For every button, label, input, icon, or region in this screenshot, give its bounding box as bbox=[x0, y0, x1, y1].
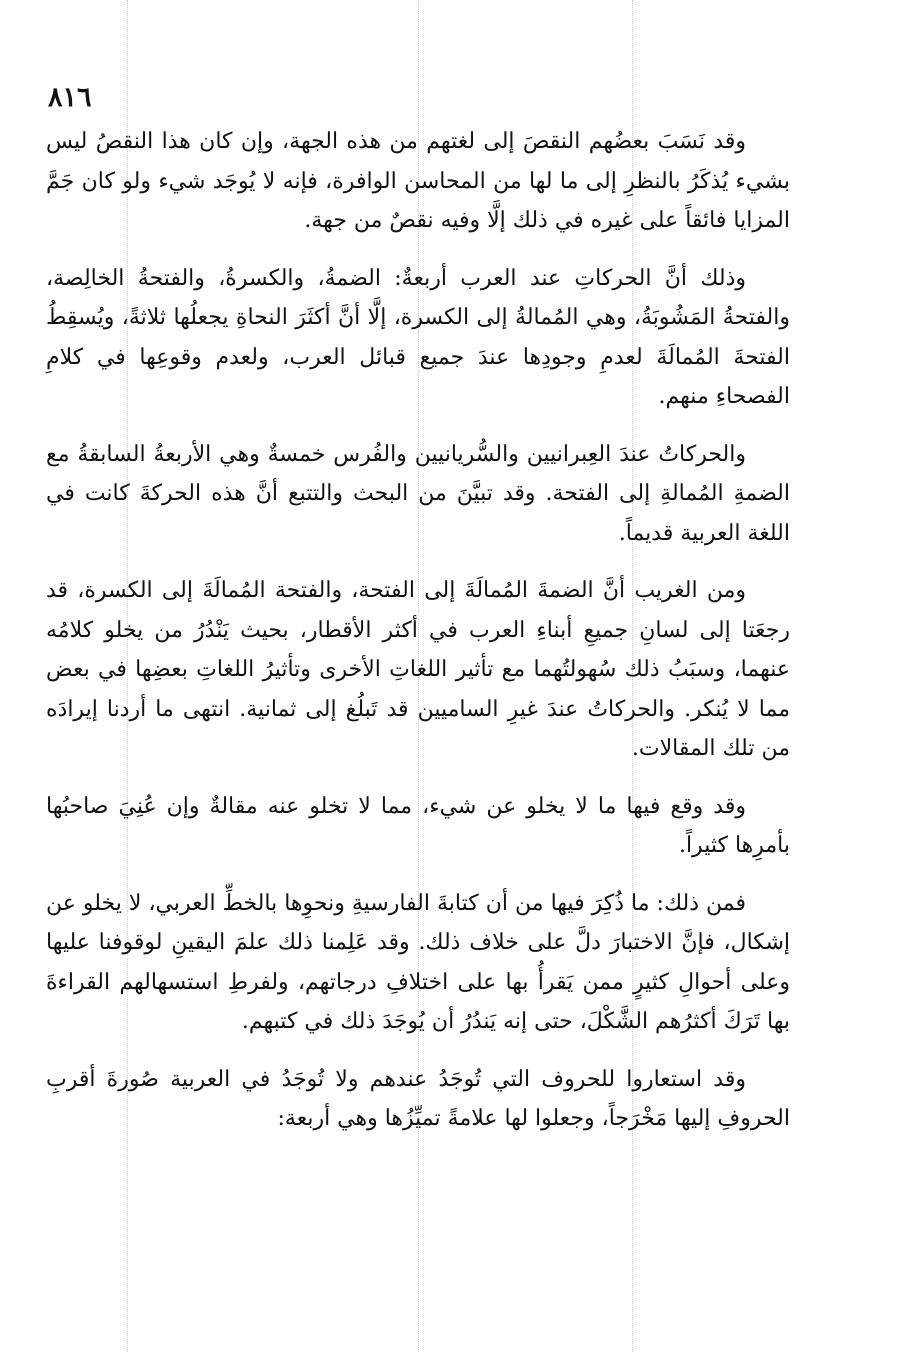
page-body bbox=[46, 122, 790, 1139]
paragraph: وقد استعاروا للحروف التي تُوجَدُ عندهم ولا تُوجَدُ في العربية صُورةَ أقربِ الحروفِ إليها مَخْرَجاً، وجعلوا لها علامةً تميِّزُها وهي أربعة: bbox=[46, 1066, 790, 1131]
paragraph: وذلك أنَّ الحركاتِ عند العرب أربعةٌ: الضمةُ، والكسرةُ، والفتحةُ الخالِصة، والفتحةُ المَشُوبَةُ، وهي المُمالةُ إلى الكسرة، إلَّا أنَّ أكثَرَ النحاةِ يجعلُها ثلاثةً، ويُسقِطُ الفتحةَ المُمالَةَ لعدمِ وجودِها عندَ جميع قبائل العرب، ولعدم وقوعِها في كلامِ الفصحاءِ منهم. bbox=[46, 265, 790, 409]
paragraph: والحركاتُ عندَ العِبرانيين والسُّريانيين والفُرس خمسةٌ وهي الأربعةُ السابقةُ مع الضمةِ المُمالةِ إلى الفتحة. وقد تبيَّنَ من البحث والتتبع أنَّ هذه الحركةَ كانت في اللغة العربية قديماً. bbox=[46, 441, 790, 546]
paragraph: وقد نَسَبَ بعضُهم النقصَ إلى لغتهم من هذه الجهة، وإن كان هذا النقصُ ليس بشيء يُذكَرُ بالنظرِ إلى ما لها من المحاسن الوافرة، فإنه لا يُوجَد شيء ولو كان جَمَّ المزايا فائقاً على غيره في ذلك إلَّا وفيه نقصٌ من جهة. bbox=[46, 129, 790, 233]
paragraph: ومن الغريب أنَّ الضمةَ المُمالَةَ إلى الفتحة، والفتحة المُمالَةَ إلى الكسرة، قد رجعَتا إلى لسانِ جميعِ أبناءِ العرب في أكثر الأقطار، بحيث يَنْدُرُ من يخلو كلامُه عنهما، وسبَبُ ذلك سُهولتُهما مع تأثير اللغاتِ الأخرى وتأثيرُ اللغاتِ بعضِها في بعض مما لا يُنكر. والحركاتُ عندَ غيرِ الساميين قد تَبلُغ إلى ثمانية. انتهى ما أردنا إيرادَه من تلك المقالات. bbox=[46, 578, 790, 761]
paragraph: وقد وقع فيها ما لا يخلو عن شيء، مما لا تخلو عنه مقالةٌ وإن عُنِيَ صاحبُها بأمرِها كثيراً. bbox=[46, 793, 790, 858]
paragraph: فمن ذلك: ما ذُكِرَ فيها من أن كتابةَ الفارسيةِ ونحوِها بالخطِّ العربي، لا يخلو عن إشكال، فإنَّ الاختبارَ دلَّ على خلاف ذلك. وقد عَلِمنا ذلك علمَ اليقينِ لوقوفنا عليها وعلى أحوالِ كثيرٍ ممن يَقرأُ بها على اختلافِ درجاتهم، ولفرطِ استسهالهم القراءةَ بها تَرَكَ أكثرُهم الشَّكْلَ، حتى إنه يَندُرُ أن يُوجَدَ ذلك في كتبهم. bbox=[46, 890, 790, 1034]
page-number: ٨١٦ bbox=[48, 82, 92, 113]
